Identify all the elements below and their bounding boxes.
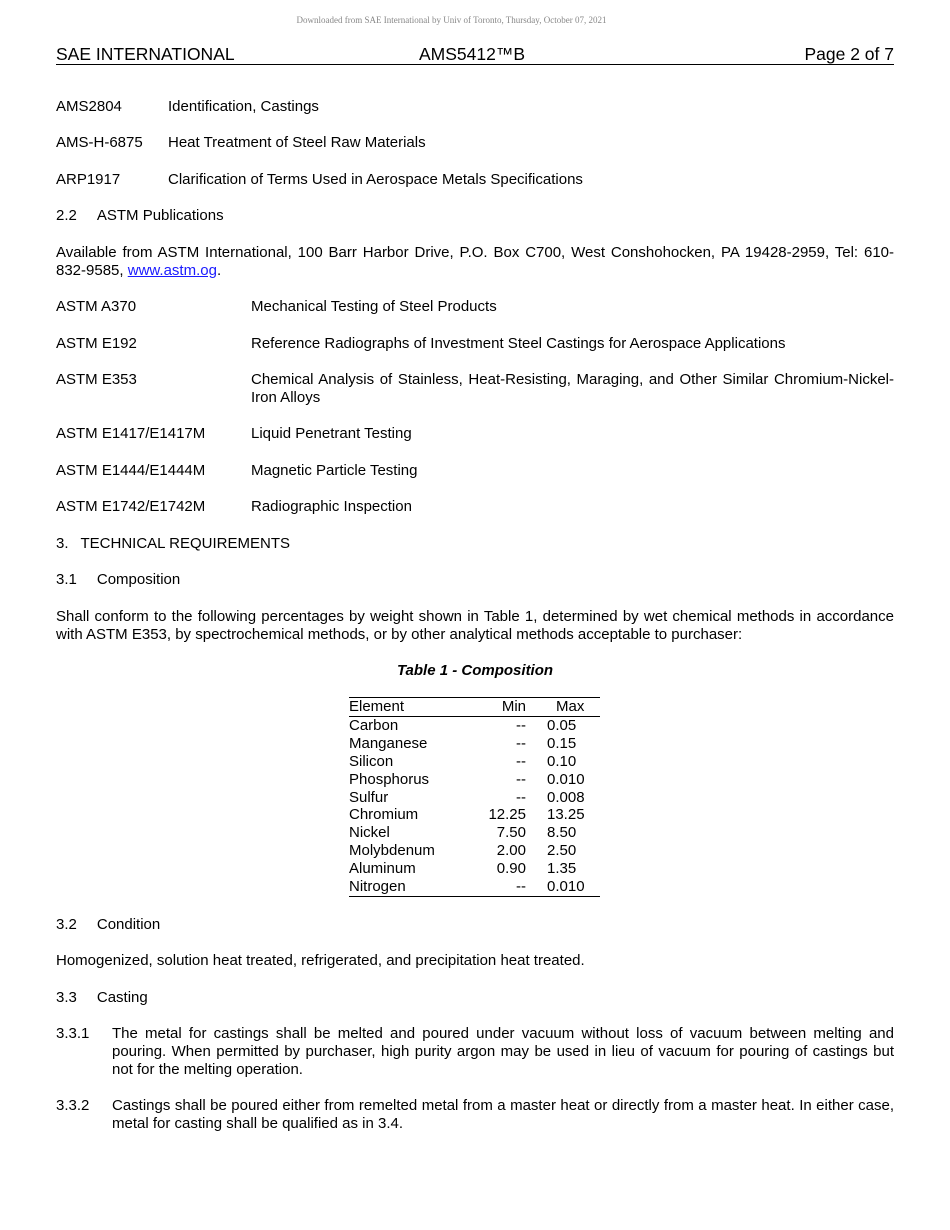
section-heading-astm — [56, 207, 224, 224]
subsection-number: 3.3.2 — [56, 1097, 90, 1114]
header-doc-id: AMS5412™B — [419, 44, 526, 64]
table-header-row — [349, 698, 600, 717]
header-org: SAE INTERNATIONAL — [56, 44, 235, 64]
reference-title: Mechanical Testing of Steel Products — [251, 298, 497, 315]
download-watermark: Downloaded from SAE International by Univ of Toronto, Thursday, October 07, 2021 — [296, 15, 607, 25]
section-title: TECHNICAL REQUIREMENTS — [80, 535, 290, 552]
page-header — [56, 44, 894, 65]
section-heading-composition — [56, 571, 180, 588]
section-title: ASTM Publications — [96, 207, 224, 224]
astm-availability-paragraph: Available from ASTM International, 100 Barr Harbor Drive, P.O. Box C700, West Conshohocken, PA 19428-2959, Tel: 610-832-9585, www.astm.og. — [56, 244, 894, 279]
reference-code: ASTM A370 — [56, 298, 137, 315]
column-header-element: Element — [349, 698, 405, 715]
condition-paragraph: Homogenized, solution heat treated, refrigerated, and precipitation heat treated. — [56, 952, 585, 969]
section-heading-technical-requirements — [56, 535, 290, 552]
table-row: Phosphorus -- 0.010 — [349, 770, 585, 788]
table-row: Nickel 7.50 8.50 — [349, 824, 577, 842]
reference-code: ASTM E1417/E1417M — [56, 425, 206, 442]
table-row: Sulfur -- 0.008 — [349, 788, 585, 806]
composition-table — [349, 697, 600, 897]
availability-text: Available from ASTM International, 100 Barr Harbor Drive, P.O. Box C700, West Conshohocken, PA 19428-2959, Tel: 610-832-9585, — [56, 244, 894, 279]
reference-code: AMS-H-6875 — [56, 134, 143, 151]
section-title: Condition — [96, 916, 161, 933]
section-title: Casting — [96, 989, 148, 1006]
table-row: Silicon -- 0.10 — [349, 752, 577, 770]
section-number: 3.1 — [56, 571, 77, 588]
column-header-min: Min — [501, 698, 526, 715]
reference-code: ARP1917 — [56, 171, 121, 188]
table-row: Chromium 12.25 13.25 — [349, 806, 585, 824]
table-caption: Table 1 - Composition — [396, 662, 554, 679]
section-number: 3.3 — [56, 989, 77, 1006]
subsection-number: 3.3.1 — [56, 1025, 90, 1042]
header-page-number: Page 2 of 7 — [804, 44, 894, 64]
reference-title: Reference Radiographs of Investment Steel Castings for Aerospace Applications — [251, 335, 786, 352]
reference-code: ASTM E192 — [56, 335, 137, 352]
table-row: Aluminum 0.90 1.35 — [349, 860, 577, 878]
subsection-paragraph: The metal for castings shall be melted and poured under vacuum without loss of vacuum between melting and pouring. When permitted by purchaser, high purity argon may be used in lieu of vacuum for pouring of castings but not for the melting operation. — [112, 1025, 894, 1078]
reference-title: Clarification of Terms Used in Aerospace Metals Specifications — [168, 171, 583, 188]
astm-website-link[interactable]: www.astm.og — [127, 262, 217, 279]
reference-title: Identification, Castings — [168, 98, 319, 115]
section-heading-casting — [56, 989, 148, 1006]
reference-title: Heat Treatment of Steel Raw Materials — [168, 134, 426, 151]
table-row: Nitrogen -- 0.010 — [349, 878, 600, 896]
section-number: 3. — [56, 535, 69, 552]
reference-title: Magnetic Particle Testing — [251, 462, 418, 479]
reference-code: ASTM E1742/E1742M — [56, 498, 206, 515]
reference-title: Radiographic Inspection — [251, 498, 412, 515]
reference-code: ASTM E1444/E1444M — [56, 462, 206, 479]
reference-title: Chemical Analysis of Stainless, Heat-Resisting, Maraging, and Other Similar Chromium-Nickel-Iron Alloys — [251, 371, 894, 406]
reference-title: Liquid Penetrant Testing — [251, 425, 412, 442]
column-header-max: Max — [556, 698, 585, 715]
section-number: 2.2 — [56, 207, 77, 224]
composition-paragraph: Shall conform to the following percentages by weight shown in Table 1, determined by wet chemical methods in accordance with ASTM E353, by spectrochemical methods, or by other analytical methods acceptable to purchaser: — [56, 608, 894, 643]
subsection-paragraph: Castings shall be poured either from remelted metal from a master heat or directly from a master heat. In either case, metal for casting shall be qualified as in 3.4. — [112, 1097, 894, 1132]
table-row: Carbon -- 0.05 — [349, 716, 577, 734]
section-number: 3.2 — [56, 916, 77, 933]
reference-code: AMS2804 — [56, 98, 122, 115]
reference-code: ASTM E353 — [56, 371, 137, 388]
section-heading-condition — [56, 916, 160, 933]
section-title: Composition — [96, 571, 181, 588]
table-row: Molybdenum 2.00 2.50 — [349, 842, 577, 860]
table-row: Manganese -- 0.15 — [349, 734, 577, 752]
